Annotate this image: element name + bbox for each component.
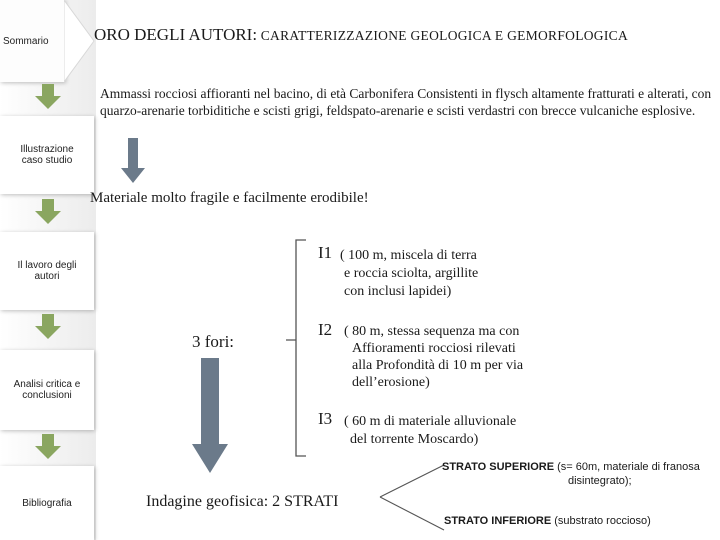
nav-down-arrow-icon bbox=[34, 84, 62, 110]
hole-i1-line3: con inclusi lapidei) bbox=[344, 284, 452, 299]
strato-superiore-rest: (s= 60m, materiale di franosa bbox=[554, 461, 700, 473]
down-arrow-icon bbox=[120, 138, 146, 184]
down-arrow-icon bbox=[191, 358, 229, 474]
strato-inferiore bbox=[444, 514, 651, 528]
nav-sommario-label: Sommario bbox=[3, 35, 49, 47]
nav-lavoro-label: Il lavoro degli autori bbox=[17, 260, 77, 282]
nav-illustrazione-label: Illustrazione caso studio bbox=[20, 144, 74, 166]
page-title-lead: ORO DEGLI AUTORI: bbox=[94, 25, 258, 44]
description-text: Ammassi rocciosi affioranti nel bacino, di età Carbonifera Consistenti in flysch altamente fratturati e alterati, con quarzo-arenarie torbiditiche e scisti grigi, feldspato-arenarie e scisti verdastri con brecce vulcaniche esplosive. bbox=[100, 86, 712, 118]
navigation-sidebar bbox=[0, 0, 96, 540]
nav-bibliografia-label: Bibliografia bbox=[22, 497, 72, 509]
hole-i1-line2: e roccia sciolta, argillite bbox=[344, 266, 479, 281]
nav-bibliografia[interactable] bbox=[0, 466, 94, 540]
nav-sommario[interactable] bbox=[0, 0, 65, 82]
nav-down-arrow-icon bbox=[34, 199, 62, 225]
nav-illustrazione[interactable] bbox=[0, 116, 94, 194]
brace-icon bbox=[284, 238, 310, 460]
strato-inferiore-rest: (substrato roccioso) bbox=[551, 515, 651, 527]
fragile-note: Materiale molto fragile e facilmente erodibile! bbox=[90, 190, 369, 206]
hole-i3-line1: ( 60 m di materiale alluvionale bbox=[344, 414, 517, 429]
nav-current-pointer-icon bbox=[64, 0, 96, 82]
hole-i2-line3: alla Profondità di 10 m per via bbox=[352, 358, 524, 373]
nav-analisi[interactable] bbox=[0, 350, 94, 430]
page-title bbox=[94, 25, 628, 45]
hole-i1-line1: ( 100 m, miscela di terra bbox=[340, 248, 477, 263]
hole-i2-line4: dell’erosione) bbox=[352, 375, 430, 390]
hole-i3-id: I3 bbox=[318, 409, 333, 428]
nav-down-arrow-icon bbox=[34, 434, 62, 460]
connector-lines bbox=[378, 462, 448, 534]
strato-inferiore-head: STRATO INFERIORE bbox=[444, 515, 552, 527]
hole-i1-id: I1 bbox=[318, 243, 333, 262]
hole-i2-id: I2 bbox=[318, 320, 333, 339]
fori-label: 3 fori: bbox=[192, 332, 235, 351]
hole-i2-line1: ( 80 m, stessa sequenza ma con bbox=[344, 324, 520, 339]
survey-label: Indagine geofisica: 2 STRATI bbox=[146, 493, 339, 510]
hole-i3-line2: del torrente Moscardo) bbox=[350, 432, 479, 447]
nav-down-arrow-icon bbox=[34, 314, 62, 340]
hole-i2-line2: Affioramenti rocciosi rilevati bbox=[352, 341, 516, 356]
nav-lavoro[interactable] bbox=[0, 232, 94, 310]
strato-superiore-head: STRATO SUPERIORE bbox=[442, 461, 555, 473]
page-title-rest: CARATTERIZZAZIONE GEOLOGICA E GEMORFOLOGICA bbox=[257, 28, 629, 43]
strato-superiore bbox=[442, 460, 700, 488]
strato-superiore-line2: disintegrato); bbox=[568, 475, 632, 487]
nav-analisi-label: Analisi critica e conclusioni bbox=[13, 379, 81, 401]
